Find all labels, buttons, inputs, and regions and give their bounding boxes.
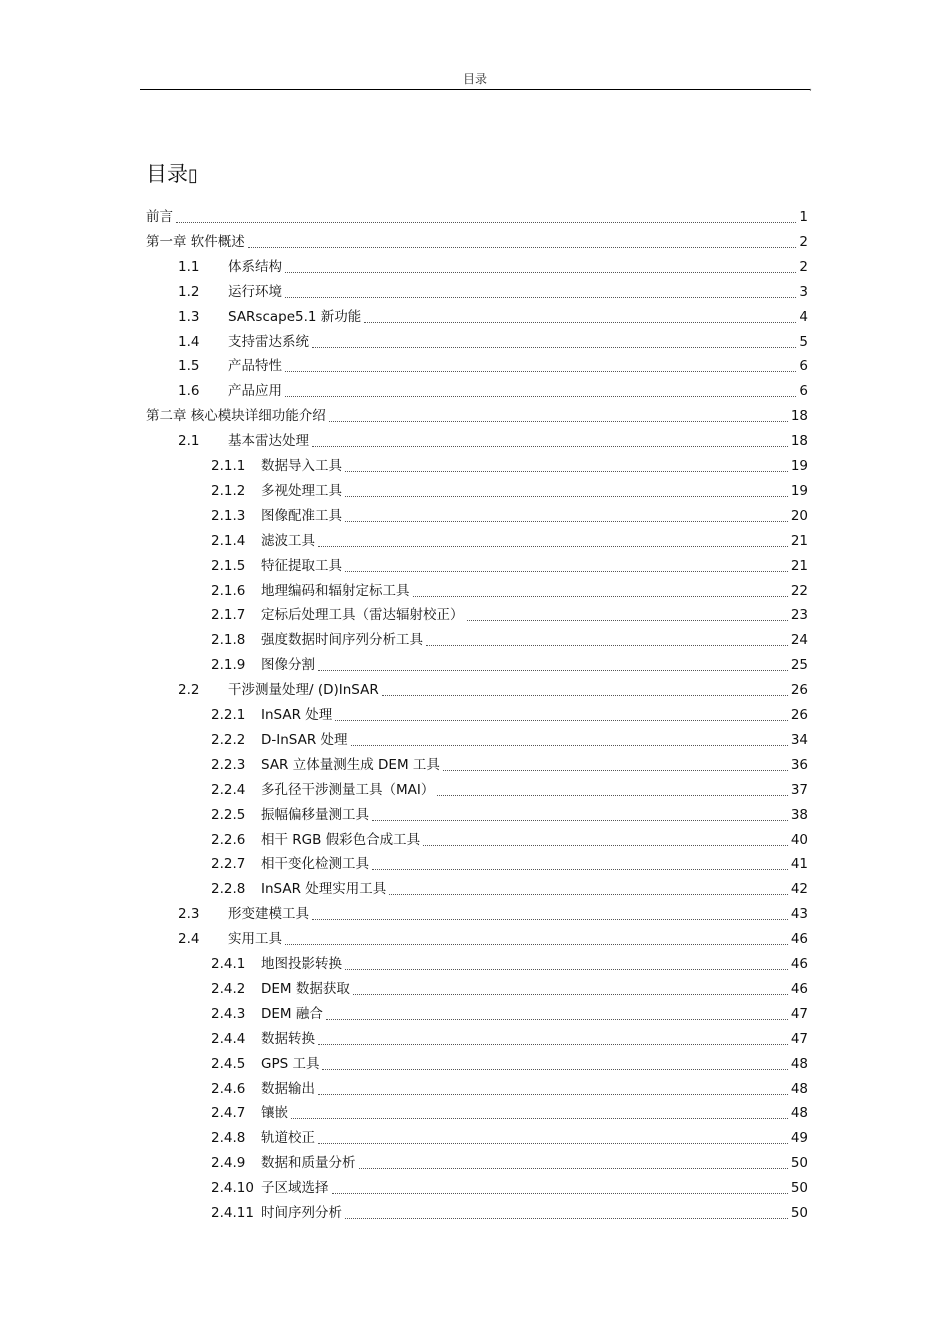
toc-entry-title: 特征提取工具 (261, 557, 342, 574)
toc-dot-leader (359, 1168, 788, 1169)
toc-entry-number: 2.4.6 (211, 1080, 246, 1097)
toc-entry-title: 地理编码和辐射定标工具 (261, 582, 410, 599)
toc-dot-leader (318, 1044, 788, 1045)
toc-entry-number: 1.1 (178, 258, 200, 275)
toc-dot-leader (389, 894, 788, 895)
toc-entry-title: 轨道校正 (261, 1130, 315, 1147)
toc-entry[interactable] (211, 952, 808, 974)
toc-entry-number: 2.1.7 (211, 607, 246, 624)
toc-entry-number: 2.2.4 (211, 781, 246, 798)
toc-entry-number: 2.1.3 (211, 507, 246, 524)
toc-entry[interactable] (211, 778, 808, 800)
toc-entry[interactable] (211, 703, 808, 725)
toc-entry[interactable] (178, 354, 808, 376)
toc-dot-leader (345, 571, 788, 572)
toc-dot-leader (332, 1193, 788, 1194)
toc-entry[interactable] (211, 1077, 808, 1099)
toc-entry[interactable] (178, 678, 808, 700)
toc-entry-title: 体系结构 (228, 258, 282, 275)
toc-entry-number: 2.3 (178, 906, 200, 923)
toc-dot-leader (318, 670, 788, 671)
toc-entry-title: 地图投影转换 (261, 956, 342, 972)
toc-entry[interactable] (211, 1201, 808, 1223)
toc-dot-leader (437, 795, 787, 796)
toc-entry-number: 2.4.3 (211, 1005, 246, 1022)
toc-entry[interactable] (146, 205, 808, 227)
header-title: 目录 (462, 72, 487, 86)
toc-entry[interactable] (178, 429, 808, 451)
toc-entry-number: 2.4.4 (211, 1030, 246, 1047)
toc-entry-number: 2.1.4 (211, 532, 246, 549)
toc-dot-leader (345, 521, 788, 522)
toc-entry-title: InSAR 处理实用工具 (261, 881, 387, 898)
toc-entry-number: 2.4.10 (211, 1180, 254, 1197)
toc-entry-page: 25 (790, 657, 808, 674)
toc-entry[interactable] (211, 728, 808, 750)
toc-entry[interactable] (211, 828, 808, 850)
toc-dot-leader (351, 745, 788, 746)
toc-dot-leader (467, 620, 788, 621)
toc-dot-leader (326, 1019, 788, 1020)
toc-entry-number: 2.2 (178, 682, 200, 699)
toc-entry-number: 1.2 (178, 283, 200, 300)
toc-entry-title: 相干 RGB 假彩色合成工具 (261, 831, 421, 848)
toc-entry-page: 23 (790, 607, 808, 624)
toc-entry-title: 数据输出 (261, 1080, 315, 1097)
toc-entry-page: 20 (790, 507, 808, 524)
toc-entry-page: 22 (790, 582, 808, 599)
toc-entry-page: 2 (799, 233, 808, 250)
toc-entry[interactable] (211, 628, 808, 650)
toc-entry-page: 43 (790, 906, 808, 923)
toc-entry-number: 2.4.9 (211, 1155, 246, 1172)
toc-entry-number: 2.4.5 (211, 1055, 246, 1072)
toc-entry-title: 第二章 核心模块详细功能介绍 (146, 408, 326, 425)
toc-dot-leader (423, 845, 788, 846)
toc-entry[interactable] (211, 1101, 808, 1123)
toc-dot-leader (443, 770, 788, 771)
toc-entry-number: 2.1.9 (211, 657, 246, 674)
toc-entry-number: 2.2.2 (211, 731, 246, 748)
toc-entry-page: 49 (790, 1130, 808, 1147)
toc-entry-title: 相干变化检测工具 (261, 856, 369, 873)
toc-entry-number: 2.1.2 (211, 482, 246, 499)
toc-entry-page: 5 (799, 333, 808, 350)
toc-entry-title: 定标后处理工具（雷达辐射校正） (261, 607, 464, 624)
toc-entry-title: 运行环境 (228, 283, 282, 300)
toc-entry-page: 19 (790, 458, 808, 474)
toc-entry-title: SAR 立体量测生成 DEM 工具 (261, 756, 440, 773)
toc-entry-page: 50 (790, 1205, 808, 1221)
toc-entry[interactable] (211, 803, 808, 825)
toc-entry-number: 2.2.7 (211, 856, 246, 873)
toc-entry-number: 2.4.1 (211, 956, 246, 972)
toc-entry-title: 数据和质量分析 (261, 1155, 356, 1172)
toc-dot-leader (345, 1218, 788, 1219)
toc-dot-leader (318, 546, 788, 547)
toc-entry[interactable] (211, 603, 808, 625)
toc-entry[interactable] (211, 1002, 808, 1024)
toc-entry[interactable] (211, 579, 808, 601)
toc-entry-page: 48 (790, 1105, 808, 1122)
toc-entry-page: 47 (790, 1030, 808, 1047)
toc-dot-leader (285, 944, 788, 945)
toc-entry-title: 图像配准工具 (261, 507, 342, 524)
toc-dot-leader (345, 471, 788, 472)
toc-dot-leader (372, 820, 788, 821)
toc-entry[interactable] (178, 330, 808, 352)
toc-entry[interactable] (178, 280, 808, 302)
toc-dot-leader (318, 1094, 788, 1095)
toc-entry-number: 2.4.7 (211, 1105, 246, 1122)
toc-entry[interactable] (178, 902, 808, 924)
toc-entry-number: 2.4.2 (211, 980, 246, 997)
toc-entry[interactable] (211, 479, 808, 501)
toc-dot-leader (335, 720, 788, 721)
toc-entry[interactable] (211, 1126, 808, 1148)
toc-entry-number: 2.2.6 (211, 831, 246, 848)
toc-dot-leader (329, 421, 788, 422)
toc-entry-page: 19 (790, 482, 808, 499)
toc-dot-leader (176, 222, 796, 223)
toc-dot-leader (413, 596, 788, 597)
toc-entry-title: 产品特性 (228, 358, 282, 375)
toc-entry[interactable] (178, 379, 808, 401)
toc-dot-leader (318, 1143, 788, 1144)
toc-entry-title: 子区域选择 (261, 1180, 329, 1197)
toc-entry-title: SARscape5.1 新功能 (228, 308, 362, 325)
toc-dot-leader (345, 969, 788, 970)
toc-entry-title: InSAR 处理 (261, 707, 333, 723)
toc-entry-title: 干涉测量处理/ (D)InSAR (228, 682, 379, 699)
toc-entry[interactable] (211, 753, 808, 775)
toc-entry-number: 2.1.6 (211, 582, 246, 599)
toc-dot-leader (382, 695, 788, 696)
toc-entry[interactable] (211, 454, 808, 476)
toc-entry[interactable] (211, 653, 808, 675)
toc-entry[interactable] (211, 1176, 808, 1198)
toc-dot-leader (345, 496, 788, 497)
toc-dot-leader (285, 272, 796, 273)
toc-dot-leader (353, 994, 788, 995)
toc-dot-leader (285, 396, 796, 397)
toc-entry-number: 1.5 (178, 358, 200, 375)
toc-entry-page: 37 (790, 781, 808, 798)
toc-entry-number: 2.1.5 (211, 557, 246, 574)
toc-dot-leader (291, 1118, 788, 1119)
toc-entry-title: 形变建模工具 (228, 906, 309, 923)
toc-dot-leader (312, 347, 796, 348)
toc-entry-number: 2.2.8 (211, 881, 246, 898)
toc-entry[interactable] (211, 877, 808, 899)
toc-entry-page: 26 (790, 682, 808, 699)
toc-entry-page: 46 (790, 931, 808, 948)
toc-entry[interactable] (211, 1151, 808, 1173)
toc-entry-number: 2.1 (178, 433, 200, 450)
toc-entry-title: 数据导入工具 (261, 458, 342, 474)
toc-entry-page: 42 (790, 881, 808, 898)
toc-entry-page: 41 (790, 856, 808, 873)
toc-entry-title: DEM 数据获取 (261, 980, 350, 997)
toc-entry-title: 镶嵌 (261, 1105, 288, 1122)
toc-entry-title: 基本雷达处理 (228, 433, 309, 450)
toc-dot-leader (364, 322, 796, 323)
toc-entry-number: 2.1.1 (211, 458, 246, 474)
toc-dot-leader (285, 371, 796, 372)
toc-entry-title: D-InSAR 处理 (261, 731, 348, 748)
toc-entry[interactable] (211, 977, 808, 999)
toc-entry-number: 2.4.8 (211, 1130, 246, 1147)
toc-entry[interactable] (146, 230, 808, 252)
toc-entry-page: 1 (799, 209, 808, 225)
toc-entry-page: 6 (799, 383, 808, 400)
toc-entry-page: 48 (790, 1055, 808, 1072)
toc-dot-leader (248, 247, 797, 248)
toc-entry-page: 4 (799, 308, 808, 325)
toc-entry-number: 2.4.11 (211, 1205, 254, 1221)
toc-entry-number: 2.2.3 (211, 756, 246, 773)
toc-entry-page: 48 (790, 1080, 808, 1097)
toc-entry-page: 50 (790, 1180, 808, 1197)
toc-entry-page: 3 (799, 283, 808, 300)
toc-entry-page: 21 (790, 532, 808, 549)
toc-entry-page: 18 (790, 408, 808, 425)
toc-dot-leader (426, 645, 788, 646)
toc-entry-page: 50 (790, 1155, 808, 1172)
toc-entry[interactable] (211, 504, 808, 526)
toc-entry[interactable] (211, 554, 808, 576)
toc-entry-page: 24 (790, 632, 808, 649)
toc-entry-page: 21 (790, 557, 808, 574)
toc-dot-leader (372, 869, 788, 870)
toc-entry-number: 1.6 (178, 383, 200, 400)
toc-entry-title: DEM 融合 (261, 1005, 323, 1022)
toc-entry[interactable] (146, 404, 808, 426)
toc-dot-leader (322, 1069, 787, 1070)
toc-entry-page: 40 (790, 831, 808, 848)
toc-heading-mark: ▯ (188, 165, 198, 186)
toc-entry[interactable] (211, 529, 808, 551)
toc-dot-leader (312, 919, 788, 920)
toc-entry-number: 1.3 (178, 308, 200, 325)
toc-entry-title: 前言 (146, 209, 173, 225)
toc-entry-page: 46 (790, 956, 808, 972)
toc-entry[interactable] (211, 1027, 808, 1049)
toc-entry-title: 图像分割 (261, 657, 315, 674)
toc-entry-title: 时间序列分析 (261, 1205, 342, 1221)
toc-entry-title: 多孔径干涉测量工具（MAI） (261, 781, 435, 798)
toc-entry-title: GPS 工具 (261, 1055, 320, 1072)
toc-entry-title: 第一章 软件概述 (146, 233, 245, 250)
toc-entry-title: 滤波工具 (261, 532, 315, 549)
toc-entry-number: 2.2.5 (211, 806, 246, 823)
toc-entry-title: 实用工具 (228, 931, 282, 948)
toc-entry-page: 6 (799, 358, 808, 375)
toc-entry-number: 2.4 (178, 931, 200, 948)
toc-entry-title: 振幅偏移量测工具 (261, 806, 369, 823)
toc-entry-number: 2.2.1 (211, 707, 246, 723)
toc-entry[interactable] (211, 1052, 808, 1074)
toc-entry[interactable] (211, 852, 808, 874)
toc-heading-text: 目录 (146, 162, 188, 186)
toc-entry-page: 26 (790, 707, 808, 723)
toc-entry-title: 支持雷达系统 (228, 333, 309, 350)
toc-entry-page: 38 (790, 806, 808, 823)
toc-dot-leader (312, 446, 788, 447)
toc-entry-title: 强度数据时间序列分析工具 (261, 632, 423, 649)
toc-entry[interactable] (178, 305, 808, 327)
toc-entry-page: 36 (790, 756, 808, 773)
toc-entry-page: 34 (790, 731, 808, 748)
toc-entry[interactable] (178, 255, 808, 277)
toc-entry-title: 数据转换 (261, 1030, 315, 1047)
toc-entry-title: 产品应用 (228, 383, 282, 400)
toc-entry-number: 2.1.8 (211, 632, 246, 649)
header-mark: , (809, 83, 812, 93)
toc-entry-page: 46 (790, 980, 808, 997)
toc-entry[interactable] (178, 927, 808, 949)
toc-dot-leader (285, 297, 796, 298)
toc-entry-title: 多视处理工具 (261, 482, 342, 499)
toc-entry-number: 1.4 (178, 333, 200, 350)
toc-entry-page: 2 (799, 258, 808, 275)
toc-entry-page: 47 (790, 1005, 808, 1022)
toc-entry-page: 18 (790, 433, 808, 450)
